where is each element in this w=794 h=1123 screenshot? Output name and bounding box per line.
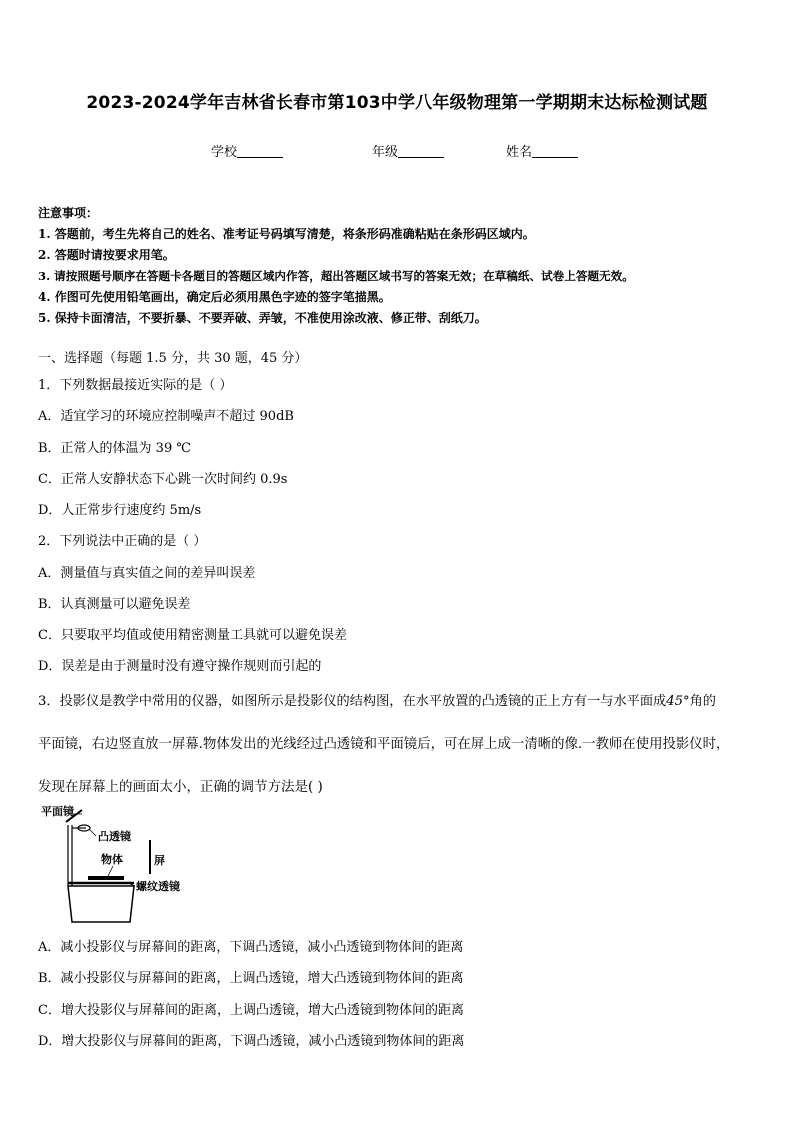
q3-angle: 45° [666, 694, 690, 709]
pointer-lens [90, 830, 96, 836]
q2-option-b: B．认真测量可以避免误差 [38, 597, 191, 612]
note-item: 2. 答题时请按要求用笔。 [38, 248, 175, 262]
school-blank [237, 144, 283, 158]
q1-option-b: B．正常人的体温为 39 ℃ [38, 441, 191, 456]
note-item: 5. 保持卡面清洁，不要折暴、不要弄破、弄皱，不准使用涂改液、修正带、刮纸刀。 [38, 311, 487, 325]
label-object: 物体 [101, 853, 123, 866]
q2-option-a: A．测量值与真实值之间的差异叫误差 [38, 566, 256, 581]
q2-option-c: C．只要取平均值或使用精密测量工具就可以避免误差 [38, 628, 347, 643]
note-item: 4. 作图可先使用铅笔画出，确定后必须用黑色字迹的签字笔描黑。 [38, 290, 391, 304]
note-item: 3. 请按照题号顺序在答题卡各题目的答题区域内作答，超出答题区域书写的答案无效；在草稿纸、试卷上答题无效。 [38, 269, 634, 283]
q3-option-d: D．增大投影仪与屏幕间的距离，下调凸透镜，减小凸透镜到物体间的距离 [38, 1034, 465, 1049]
question-2-stem: 2．下列说法中正确的是（ ） [38, 534, 207, 549]
q3-option-b: B．减小投影仪与屏幕间的距离，上调凸透镜，增大凸透镜到物体间的距离 [38, 971, 464, 986]
label-screen: 屏 [154, 854, 165, 867]
page-title: 2023-2024学年吉林省长春市第103中学八年级物理第一学期期末达标检测试题 [86, 93, 708, 113]
label-lens: 凸透镜 [98, 830, 131, 843]
question-3-stem-line-2: 平面镜，右边竖直放一屏幕.物体发出的光线经过凸透镜和平面镜后，可在屏上成一清晰的像.一教师在使用投影仪时， [38, 737, 730, 752]
pointer-object [108, 866, 113, 876]
note-item: 1. 答题前，考生先将自己的姓名、准考证号码填写清楚，将条形码准确粘贴在条形码区域内。 [38, 227, 535, 241]
object-shape [88, 876, 124, 880]
projector-diagram [38, 800, 198, 930]
name-blank [532, 144, 578, 158]
grade-label: 年级 [372, 145, 399, 160]
question-1-stem: 1．下列数据最接近实际的是（ ） [38, 378, 233, 393]
q3-stem-part-a: 3．投影仪是教学中常用的仪器，如图所示是投影仪的结构图，在水平放置的凸透镜的正上方有一与水平面成 [38, 694, 667, 709]
question-3-stem-line-3: 发现在屏幕上的画面太小，正确的调节方法是( ) [38, 779, 323, 795]
section-title: 一、选择题（每题 1.5 分，共 30 题，45 分） [38, 351, 308, 366]
q1-option-c: C．正常人安静状态下心跳一次时间约 0.9s [38, 472, 288, 487]
q2-option-d: D．误差是由于测量时没有遵守操作规则而引起的 [38, 659, 322, 674]
projector-diagram-svg [38, 800, 198, 930]
q3-stem-part-b: 角的 [689, 694, 716, 709]
notes-block [38, 203, 778, 329]
name-label: 姓名 [506, 145, 533, 160]
school-label: 学校 [211, 145, 238, 160]
projector-box [68, 886, 134, 922]
student-info-row [0, 141, 794, 161]
q3-option-a: A．减小投影仪与屏幕间的距离，下调凸透镜，减小凸透镜到物体间的距离 [38, 940, 464, 955]
question-3-stem-line-1 [38, 690, 716, 709]
notes-heading: 注意事项： [38, 206, 99, 220]
label-mirror: 平面镜 [41, 805, 74, 818]
school-field [211, 141, 283, 160]
grade-blank [398, 144, 444, 158]
q1-option-d: D．人正常步行速度约 5m/s [38, 503, 202, 518]
q3-option-c: C．增大投影仪与屏幕间的距离，上调凸透镜，增大凸透镜到物体间的距离 [38, 1003, 464, 1018]
label-fresnel: 螺纹透镜 [136, 880, 180, 893]
q1-option-a: A．适宜学习的环境应控制噪声不超过 90dB [38, 409, 294, 424]
name-field [506, 141, 578, 160]
grade-field [372, 141, 444, 160]
